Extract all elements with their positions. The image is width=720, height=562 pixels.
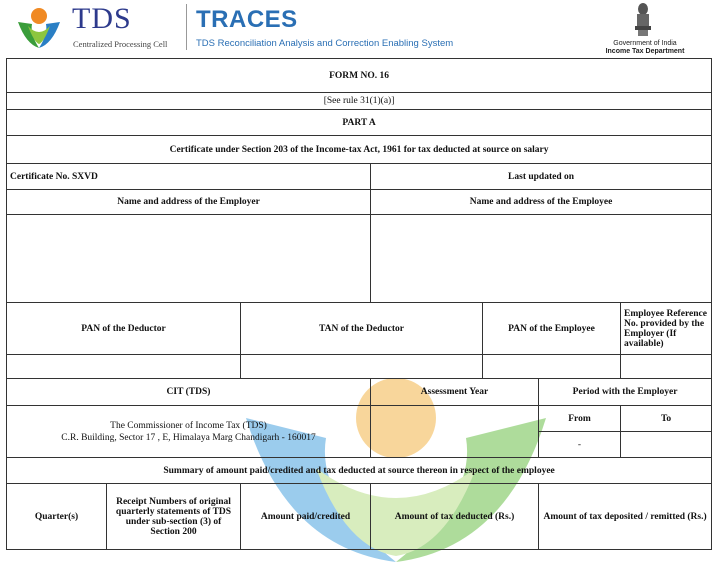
assessment-year-label: Assessment Year	[371, 379, 539, 406]
employer-name-label: Name and address of the Employer	[7, 190, 371, 215]
form-rule: [See rule 31(1)(a)]	[7, 93, 712, 110]
form-title: FORM NO. 16	[7, 59, 712, 93]
certificate-no-value: SXVD	[71, 171, 98, 182]
employee-name-label: Name and address of the Employee	[371, 190, 712, 215]
certificate-no-cell	[7, 164, 371, 190]
certificate-heading: Certificate under Section 203 of the Income-tax Act, 1961 for tax deducted at source on salary	[7, 136, 712, 164]
employee-ref-label: Employee Reference No. provided by the Employer (If available)	[621, 303, 712, 355]
col-tax-deducted: Amount of tax deducted (Rs.)	[371, 484, 539, 550]
cit-label: CIT (TDS)	[7, 379, 371, 406]
gov-branding	[590, 40, 700, 56]
pan-deductor-value	[7, 355, 241, 379]
certificate-no-label: Certificate No.	[10, 171, 70, 182]
cit-address-line1: The Commissioner of Income Tax (TDS)	[110, 420, 267, 431]
traces-subtitle: TDS Reconciliation Analysis and Correction Enabling System	[196, 38, 454, 49]
gov-line2: Income Tax Department	[605, 48, 685, 55]
period-from-value: -	[539, 432, 621, 458]
pan-deductor-label: PAN of the Deductor	[7, 303, 241, 355]
cit-address	[7, 406, 371, 458]
employee-ref-value	[621, 355, 712, 379]
col-tax-deposited: Amount of tax deposited / remitted (Rs.)	[539, 484, 712, 550]
tds-subtitle: Centralized Processing Cell	[73, 39, 168, 49]
page-header	[0, 0, 720, 58]
cit-address-line2: C.R. Building, Sector 17 , E, Himalaya Marg Chandigarh - 160017	[61, 432, 316, 443]
assessment-year-value	[371, 406, 539, 458]
national-emblem-icon	[631, 2, 655, 38]
employer-address-field	[7, 215, 371, 303]
col-amount-paid: Amount paid/credited	[241, 484, 371, 550]
form-16-document	[6, 58, 711, 562]
period-to-value	[621, 432, 712, 458]
pan-employee-label: PAN of the Employee	[483, 303, 621, 355]
period-label: Period with the Employer	[539, 379, 712, 406]
col-receipt: Receipt Numbers of original quarterly statements of TDS under sub-section (3) of Section 200	[107, 484, 241, 550]
form-part: PART A	[7, 110, 712, 136]
header-divider	[186, 4, 187, 50]
form-table	[6, 58, 712, 550]
last-updated-label: Last updated on	[371, 164, 712, 190]
summary-heading: Summary of amount paid/credited and tax deducted at source thereon in respect of the employee	[7, 458, 712, 484]
gov-line1: Government of India	[613, 40, 677, 47]
tan-deductor-value	[241, 355, 483, 379]
traces-brand: TRACES	[196, 6, 298, 33]
tan-deductor-label: TAN of the Deductor	[241, 303, 483, 355]
period-to-label: To	[621, 406, 712, 432]
period-from-label: From	[539, 406, 621, 432]
tds-brand: TDS	[72, 2, 132, 35]
employee-address-field	[371, 215, 712, 303]
tds-logo-icon	[14, 4, 64, 50]
pan-employee-value	[483, 355, 621, 379]
col-quarter: Quarter(s)	[7, 484, 107, 550]
